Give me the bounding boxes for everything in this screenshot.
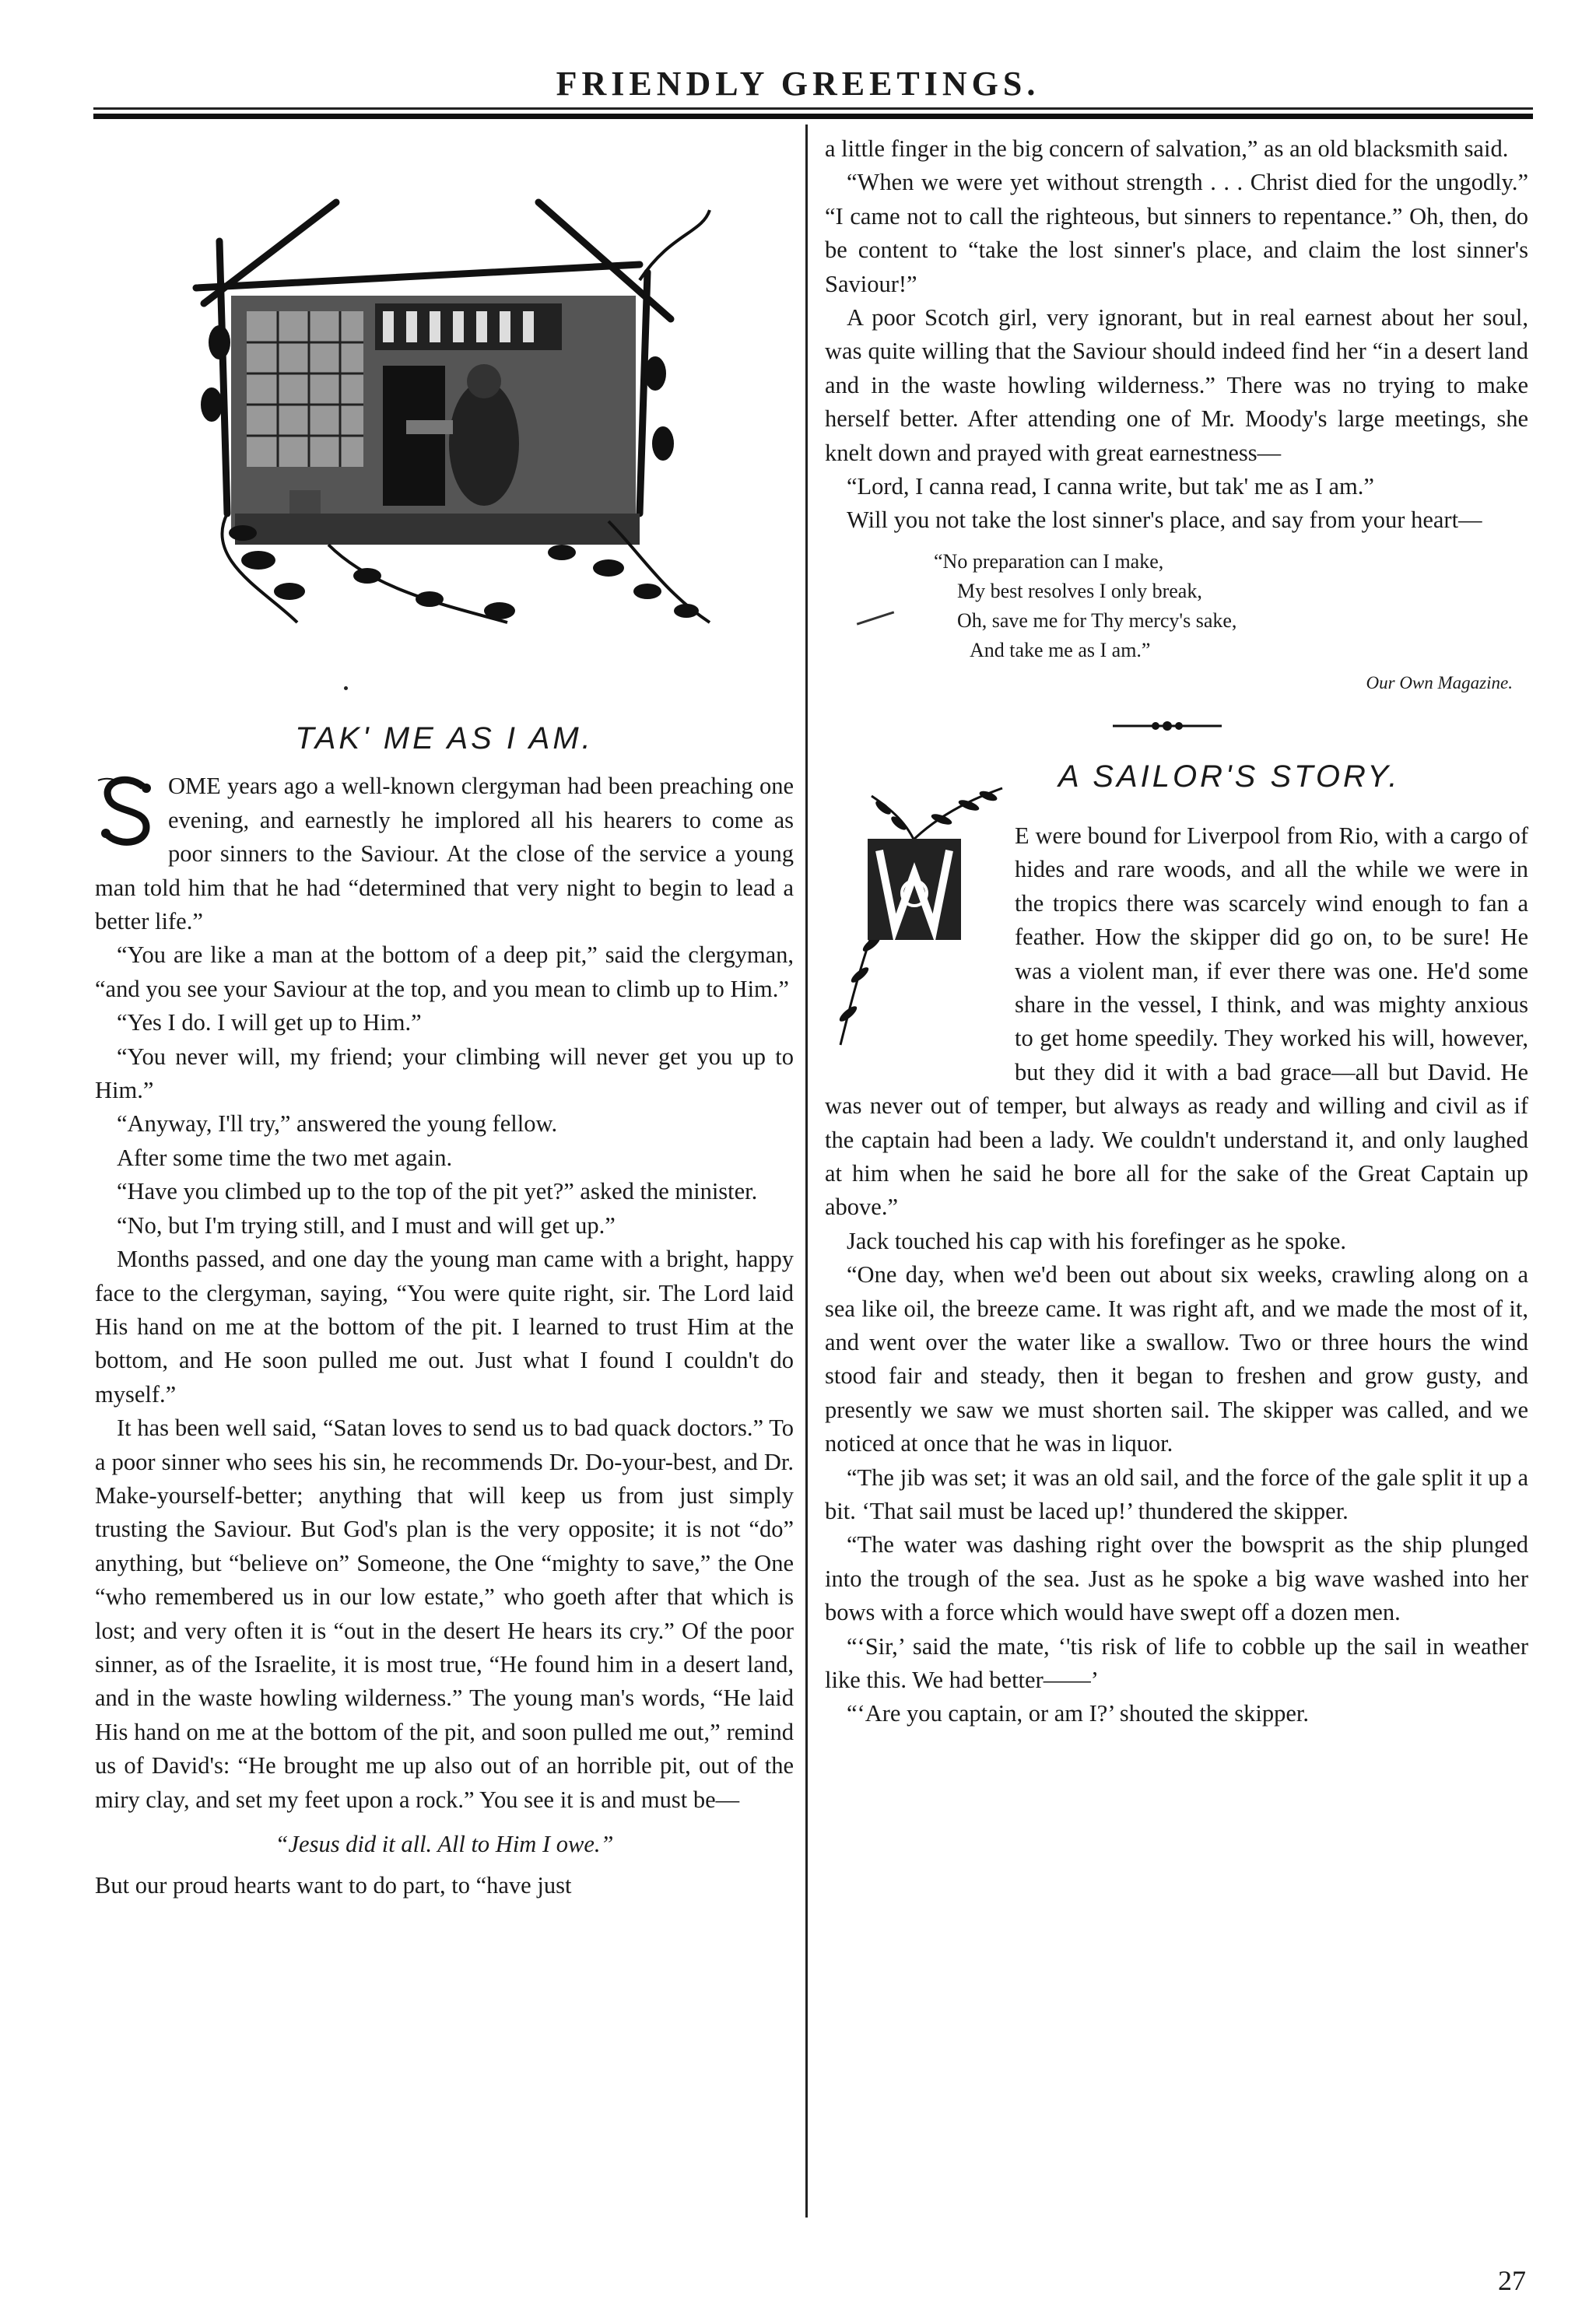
divider-ornament xyxy=(825,696,1528,751)
paragraph: “No, but I'm trying still, and I must and will get up.” xyxy=(117,1211,616,1239)
paragraph: It has been well said, “Satan loves to send us to bad quack doctors.” To a poor sinner who sees his sin, he recommends Dr. Do-your-best, and Dr. Make-yourself-better; anything that will keep us from just simply trusting the Saviour. But God's plan is the very opposite; it is not “do” anything, but “believe on” Someone, the One “mighty to save,” the One “who remembered us in our low estate,” who goeth after that which is lost; and very often it is “out in the desert He hears its cry.” Of the poor sinner, as of the Israelite, it is most true, “He found him in a desert land, and in the waste howling wilderness.” The young man's words, “He laid His hand on me at the bottom of the pit, and soon pulled me out,” remind us of David's: “He brought me up also out of an horrible pit, out of the miry clay, and set my feet upon a rock.” You see it is and must be— xyxy=(95,1415,794,1813)
engraving-frame xyxy=(95,132,794,677)
paragraph: “Anyway, I'll try,” answered the young fellow. xyxy=(117,1110,558,1138)
story-title-tak-me: TAK' ME AS I AM. xyxy=(295,721,594,756)
dot-mark xyxy=(95,686,794,717)
header-rule-thin xyxy=(93,107,1533,110)
poem-line: And take me as I am.” xyxy=(970,638,1151,661)
paragraph: “The jib was set; it was an old sail, and the force of the gale split it up a bit. ‘That sail must be laced up!’ thundered the skipper. xyxy=(825,1464,1528,1524)
paragraph: a little finger in the big concern of salvation,” as an old blacksmith said. xyxy=(825,135,1509,162)
paragraph: OME years ago a well-known clergyman had been preaching one evening, and earnestly he implored all his hearers to come as poor sinners to the Saviour. At the close of the service a young man told him that he had “determined that very night to begin to lead a better life.” xyxy=(95,773,794,935)
small-divider-ornament xyxy=(1113,720,1222,732)
poem-dash-mark xyxy=(857,611,894,625)
paragraph: “You never will, my friend; your climbing will never get you up to Him.” xyxy=(95,1043,794,1104)
paragraph: Months passed, and one day the young man came with a bright, happy face to the clergyman, saying, “You were quite right, sir. The Lord laid His hand on me at the bottom of the pit. I learned to trust Him at the bottom, and He soon pulled me out. Just what I found I couldn't do myself.” xyxy=(95,1246,794,1408)
paragraph: But our proud hearts want to do part, to “have just xyxy=(95,1872,572,1899)
paragraph: After some time the two met again. xyxy=(117,1144,453,1171)
poem-attribution: Our Own Magazine. xyxy=(1366,672,1513,692)
paragraph: A poor Scotch girl, very ignorant, but in real earnest about her soul, was quite willing that the Saviour should indeed find her “in a desert land and in the waste howling wilderness.” There was no trying to make herself better. After attending one of Mr. Moody's large meetings, she knelt down and prayed with great earnestness— xyxy=(825,304,1528,466)
paragraph: Will you not take the lost sinner's place, and say from your heart— xyxy=(847,507,1482,534)
left-column xyxy=(95,132,794,1903)
column-divider xyxy=(805,124,808,2218)
paragraph: “You are like a man at the bottom of a deep pit,” said the clergyman, “and you see your Saviour at the top, and you mean to climb up to Him.” xyxy=(95,941,794,1002)
cottage-interior-engraving xyxy=(173,187,717,669)
paragraph: “Lord, I canna read, I canna write, but tak' me as I am.” xyxy=(847,473,1374,500)
paragraph: “When we were yet without strength . . . Christ died for the ungodly.” “I came not to call the righteous, but sinners to repentance.” Oh, then, do be content to “take the lost sinner's place, and claim the lost sinner's Saviour!” xyxy=(825,169,1528,297)
poem-line: My best resolves I only break, xyxy=(957,579,1202,602)
running-title: FRIENDLY GREETINGS. xyxy=(556,65,1040,103)
paragraph: “Yes I do. I will get up to Him.” xyxy=(117,1009,422,1036)
ornamental-initial-s xyxy=(95,773,162,849)
poem xyxy=(825,547,1528,665)
paragraph: “Have you climbed up to the top of the pit yet?” asked the minister. xyxy=(117,1178,758,1205)
header-rule-thick xyxy=(93,114,1533,119)
paragraph: E were bound for Liverpool from Rio, with a cargo of hides and rare woods, and all the while we were in the tropics there was scarcely wind enough to fan a feather. How the skipper did go on, to be sure! He was a violent man, if ever there was one. He'd some share in the vessel, I think, and was mighty anxious to get home speedily. They worked his will, however, but they did it with a bad grace—all but David. He was never out of temper, but always as ready and willing and civil as if the captain had been a lady. We couldn't understand it, and only laughed at him when he said he bore all for the sake of the Great Captain up above.” xyxy=(825,822,1528,1221)
poem-line: Oh, save me for Thy mercy's sake, xyxy=(957,608,1237,632)
paragraph: “One day, when we'd been out about six weeks, crawling along on a sea like oil, the breeze came. It was right aft, and we made the most of it, and went over the water like a swallow. Two or three hours the wind stood fair and steady, then it began to freshen and grow gusty, and presently we saw we must shorten sail. The skipper was called, and we noticed at once that he was in liquor. xyxy=(825,1261,1528,1457)
paragraph: “The water was dashing right over the bowsprit as the ship plunged into the trough of the sea. Just as he spoke a big wave washed into her bows with a force which would have swept off a dozen men. xyxy=(825,1531,1528,1626)
paragraph: “‘Sir,’ said the mate, ‘'tis risk of life to cobble up the sail in weather like this. We had better——’ xyxy=(825,1632,1528,1694)
paragraph: Jack touched his cap with his forefinger as he spoke. xyxy=(847,1227,1347,1254)
paragraph: “‘Are you captain, or am I?’ shouted the skipper. xyxy=(847,1700,1309,1727)
verse-quote: “Jesus did it all. All to Him I owe.” xyxy=(275,1831,614,1857)
page-number: 27 xyxy=(1498,2265,1526,2296)
story-title-sailor: A SAILOR'S STORY. xyxy=(1058,759,1401,794)
sailor-title-row xyxy=(825,751,1528,819)
poem-line: “No preparation can I make, xyxy=(934,549,1164,573)
right-column xyxy=(825,132,1528,1731)
